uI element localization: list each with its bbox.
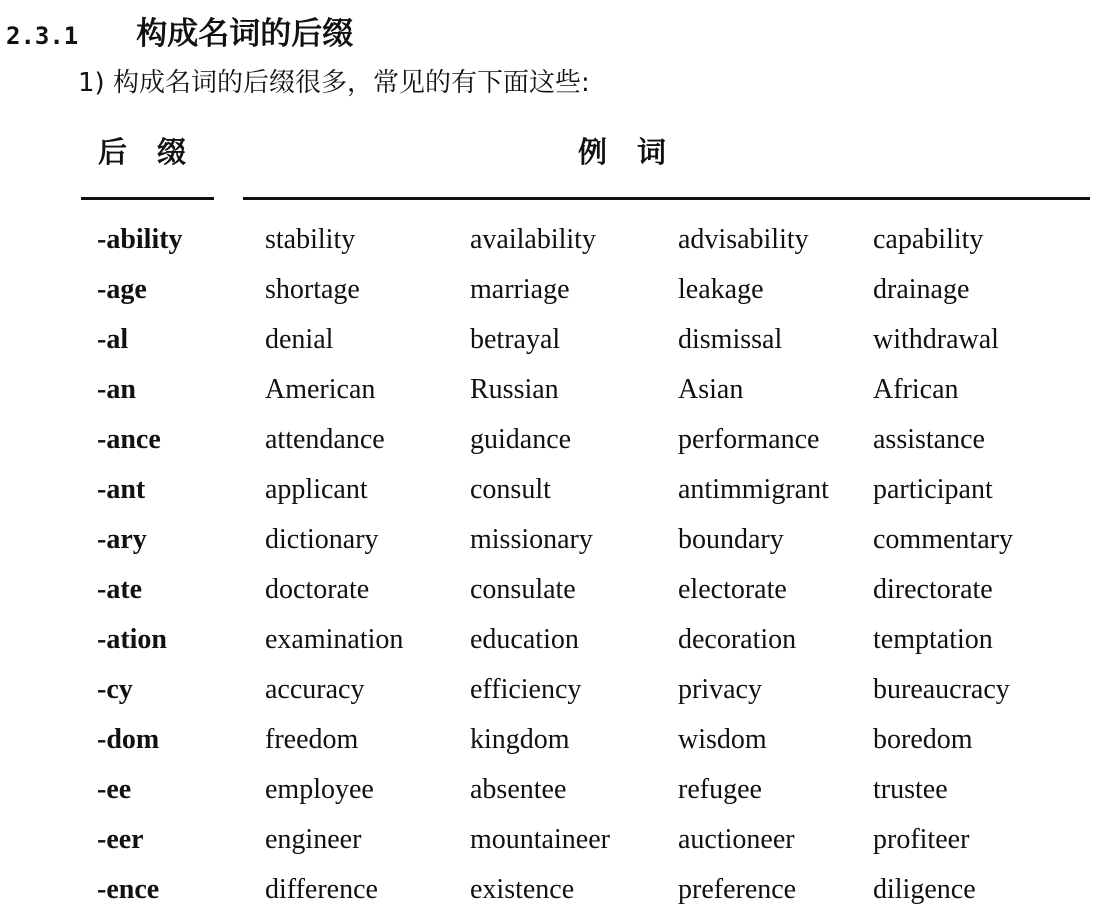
example-word-cell: leakage xyxy=(678,274,764,305)
example-word-cell: directorate xyxy=(873,574,993,605)
suffix-cell: -ability xyxy=(97,224,183,255)
table-row xyxy=(0,720,1114,770)
example-word-cell: efficiency xyxy=(470,674,582,705)
table-row xyxy=(0,820,1114,870)
example-word-cell: privacy xyxy=(678,674,762,705)
example-word-cell: betrayal xyxy=(470,324,561,355)
example-word-cell: availability xyxy=(470,224,596,255)
table-row xyxy=(0,770,1114,820)
suffix-cell: -ence xyxy=(97,874,160,905)
table-row xyxy=(0,320,1114,370)
example-word-cell: boredom xyxy=(873,724,973,755)
example-word-cell: accuracy xyxy=(265,674,365,705)
section-title: 构成名词的后缀 xyxy=(136,16,354,52)
example-word-cell: mountaineer xyxy=(470,824,610,855)
suffix-cell: -ate xyxy=(97,574,143,605)
example-word-cell: missionary xyxy=(470,524,593,555)
suffix-cell: -ant xyxy=(97,474,146,505)
table-row xyxy=(0,520,1114,570)
example-word-cell: shortage xyxy=(265,274,360,305)
example-word-cell: trustee xyxy=(873,774,948,805)
example-word-cell: performance xyxy=(678,424,820,455)
example-word-cell: guidance xyxy=(470,424,572,455)
example-word-cell: profiteer xyxy=(873,824,970,855)
intro-text: 1) 构成名词的后缀很多，常见的有下面这些: xyxy=(78,68,590,98)
example-word-cell: attendance xyxy=(265,424,385,455)
example-word-cell: drainage xyxy=(873,274,970,305)
example-word-cell: consulate xyxy=(470,574,576,605)
example-word-cell: stability xyxy=(265,224,356,255)
example-word-cell: preference xyxy=(678,874,797,905)
example-word-cell: temptation xyxy=(873,624,993,655)
example-word-cell: Russian xyxy=(470,374,559,405)
suffix-cell: -ation xyxy=(97,624,167,655)
example-word-cell: employee xyxy=(265,774,374,805)
example-word-cell: African xyxy=(873,374,959,405)
example-word-cell: bureaucracy xyxy=(873,674,1010,705)
example-word-cell: denial xyxy=(265,324,334,355)
suffix-cell: -age xyxy=(97,274,147,305)
example-word-cell: applicant xyxy=(265,474,368,505)
example-word-cell: diligence xyxy=(873,874,976,905)
example-word-cell: marriage xyxy=(470,274,570,305)
header-rule-right xyxy=(243,197,1090,200)
example-word-cell: consult xyxy=(470,474,551,505)
example-word-cell: doctorate xyxy=(265,574,370,605)
example-word-cell: Asian xyxy=(678,374,744,405)
suffix-cell: -eer xyxy=(97,824,144,855)
example-word-cell: withdrawal xyxy=(873,324,999,355)
example-word-cell: dismissal xyxy=(678,324,783,355)
example-word-cell: freedom xyxy=(265,724,359,755)
suffix-cell: -ary xyxy=(97,524,147,555)
example-word-cell: education xyxy=(470,624,579,655)
table-row xyxy=(0,420,1114,470)
suffix-column-header: 后缀 xyxy=(98,135,217,169)
example-word-cell: assistance xyxy=(873,424,985,455)
example-word-cell: engineer xyxy=(265,824,362,855)
suffix-cell: -cy xyxy=(97,674,133,705)
table-row xyxy=(0,670,1114,720)
example-word-cell: boundary xyxy=(678,524,784,555)
table-row xyxy=(0,370,1114,420)
example-word-cell: existence xyxy=(470,874,575,905)
suffix-cell: -ance xyxy=(97,424,161,455)
example-word-cell: electorate xyxy=(678,574,787,605)
example-word-cell: antimmigrant xyxy=(678,474,829,505)
suffix-cell: -ee xyxy=(97,774,132,805)
table-row xyxy=(0,270,1114,320)
example-word-cell: participant xyxy=(873,474,993,505)
example-word-cell: American xyxy=(265,374,376,405)
table-row xyxy=(0,870,1114,920)
section-number: 2.3.1 xyxy=(6,22,79,50)
table-row xyxy=(0,570,1114,620)
example-word-cell: difference xyxy=(265,874,378,905)
table-row xyxy=(0,220,1114,270)
example-word-cell: wisdom xyxy=(678,724,767,755)
header-rule-left xyxy=(81,197,214,200)
suffix-cell: -dom xyxy=(97,724,160,755)
example-word-cell: dictionary xyxy=(265,524,379,555)
suffix-cell: -an xyxy=(97,374,136,405)
example-word-cell: decoration xyxy=(678,624,797,655)
example-word-cell: auctioneer xyxy=(678,824,795,855)
example-word-cell: absentee xyxy=(470,774,567,805)
example-word-cell: refugee xyxy=(678,774,762,805)
suffix-cell: -al xyxy=(97,324,129,355)
example-word-cell: kingdom xyxy=(470,724,570,755)
example-word-cell: advisability xyxy=(678,224,809,255)
suffix-table xyxy=(0,220,1114,920)
section-heading xyxy=(6,8,353,53)
example-word-cell: examination xyxy=(265,624,404,655)
table-row xyxy=(0,470,1114,520)
example-word-cell: commentary xyxy=(873,524,1013,555)
example-word-cell: capability xyxy=(873,224,984,255)
examples-column-header: 例词 xyxy=(578,135,697,169)
table-row xyxy=(0,620,1114,670)
